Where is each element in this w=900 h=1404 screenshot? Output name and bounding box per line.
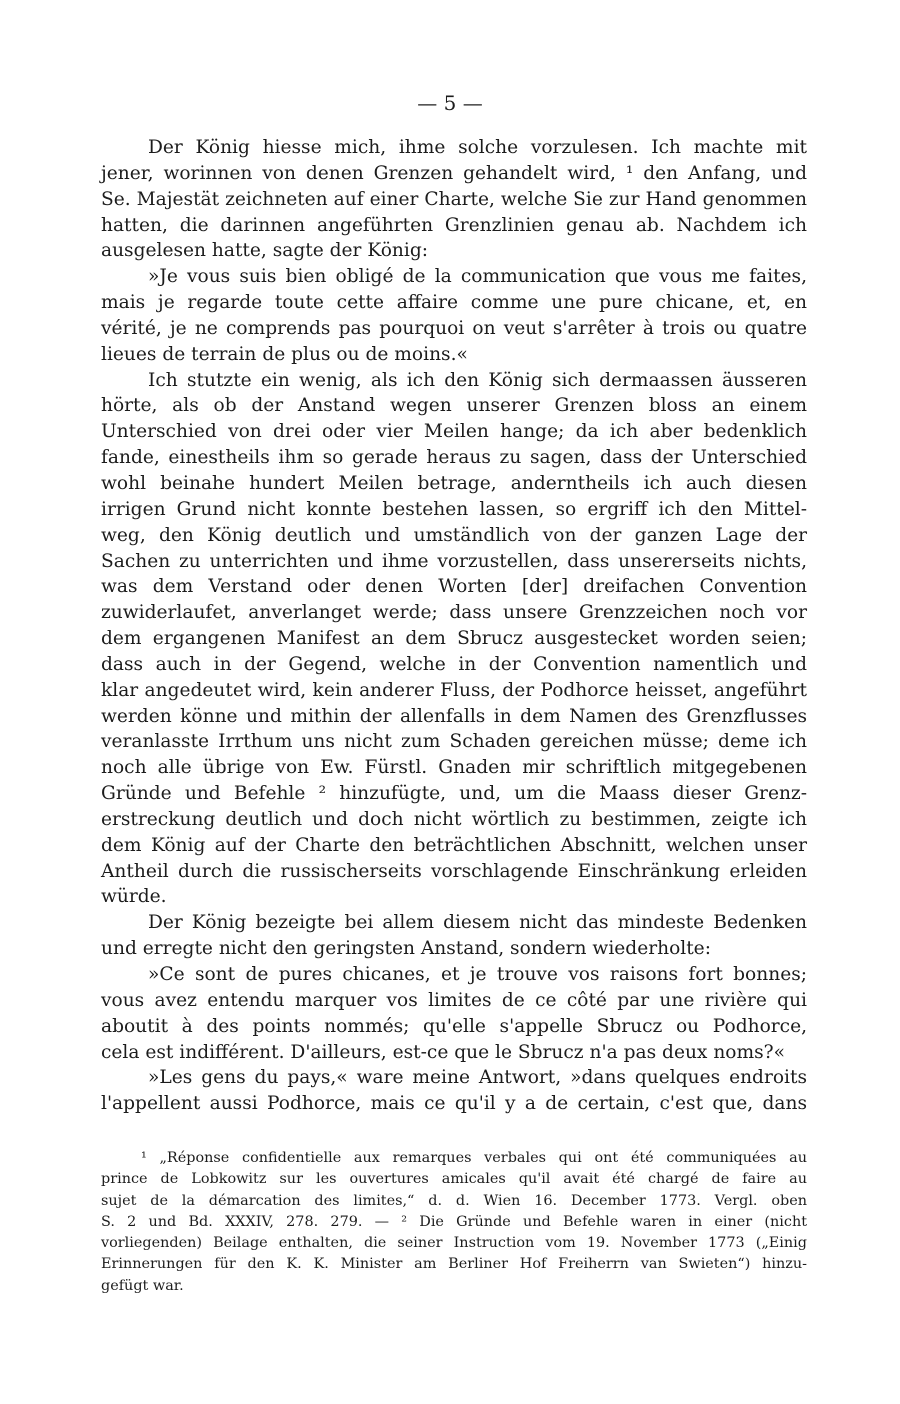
text-line: jener, worinnen von denen Grenzen gehandelt wird, ¹ den Anfang, und (101, 162, 807, 184)
text-line: l'appellent aussi Podhorce, mais ce qu'il y a de certain, c'est que, dans (101, 1093, 807, 1115)
text-line: erstreckung deutlich und doch nicht wörtlich zu bestimmen, zeigte ich (101, 808, 807, 830)
footnote-line: S. 2 und Bd. XXXIV, 278. 279. — ² Die Gründe und Befehle waren in einer (nicht (101, 1213, 807, 1230)
footnote-line: sujet de la démarcation des limites,“ d. d. Wien 16. December 1773. Vergl. oben (101, 1192, 807, 1209)
footnote-line: vorliegenden) Beilage enthalten, die seiner Instruction vom 19. November 1773 („Einig (101, 1235, 807, 1252)
text-line: irrigen Grund nicht konnte bestehen lassen, so ergriff ich den Mittel- (101, 498, 807, 520)
text-line: Unterschied von drei oder vier Meilen hange; da ich aber bedenklich (101, 421, 807, 443)
text-line: zuwiderlaufet, anverlanget werde; dass unsere Grenzzeichen noch vor (101, 602, 807, 624)
text-line: und erregte nicht den geringsten Anstand, sondern wiederholte: (101, 938, 711, 960)
text-line: Ich stutzte ein wenig, als ich den König sich dermaassen äusseren (148, 369, 807, 391)
footnote-line: gefügt war. (101, 1277, 184, 1294)
text-line: »Je vous suis bien obligé de la communication que vous me faites, (148, 266, 807, 288)
text-line: klar angedeutet wird, kein anderer Fluss, der Podhorce heisset, angeführt (101, 679, 807, 701)
footnote-line: ¹ „Réponse confidentielle aux remarques verbales qui ont été communiquées au (141, 1150, 807, 1166)
footnotes (101, 1148, 807, 1297)
footnote-line: Erinnerungen für den K. K. Minister am Berliner Hof Freiherrn van Swieten“) hinzu- (101, 1256, 807, 1273)
text-line: weg, den König deutlich und umständlich von der ganzen Lage der (101, 524, 807, 546)
text-line: Antheil durch die russischerseits vorschlagende Einschränkung erleiden (101, 860, 807, 882)
page-number: — 5 — (417, 91, 483, 115)
text-line: vérité, je ne comprends pas pourquoi on veut s'arrêter à trois ou quatre (101, 317, 807, 339)
text-line: »Les gens du pays,« ware meine Antwort, »dans quelques endroits (148, 1067, 807, 1089)
text-line: Der König hiesse mich, ihme solche vorzulesen. Ich machte mit (148, 137, 807, 158)
text-line: lieues de terrain de plus ou de moins.« (101, 343, 468, 365)
text-line: veranlasste Irrthum uns nicht zum Schaden gereichen müsse; deme ich (101, 731, 807, 753)
main-text (101, 135, 807, 1117)
text-line: »Ce sont de pures chicanes, et je trouve vos raisons fort bonnes; (148, 964, 807, 985)
text-line: Sachen zu unterrichten und ihme vorzustellen, dass unsererseits nichts, (101, 550, 807, 572)
text-line: vous avez entendu marquer vos limites de ce côté par une rivière qui (101, 989, 807, 1011)
text-line: fande, einestheils ihm so gerade heraus zu sagen, dass der Unterschied (101, 447, 807, 469)
footnote-line: prince de Lobkowitz sur les ouvertures amicales qu'il avait été chargé de faire au (101, 1171, 807, 1188)
text-line: cela est indifférent. D'ailleurs, est-ce que le Sbrucz n'a pas deux noms?« (101, 1041, 786, 1063)
text-line: würde. (101, 886, 167, 908)
text-line: dem ergangenen Manifest an dem Sbrucz ausgestecket worden seien; (101, 628, 807, 650)
text-line: hatten, die darinnen angeführten Grenzlinien genau ab. Nachdem ich (101, 214, 807, 236)
text-line: dass auch in der Gegend, welche in der Convention namentlich und (101, 653, 807, 675)
text-line: Se. Majestät zeichneten auf einer Charte, welche Sie zur Hand genommen (101, 188, 807, 210)
text-line: dem König auf der Charte den beträchtlichen Abschnitt, welchen unser (101, 834, 807, 856)
text-line: Gründe und Befehle ² hinzufügte, und, um die Maass dieser Grenz- (101, 783, 807, 805)
text-line: ausgelesen hatte, sagte der König: (101, 240, 429, 262)
text-line: aboutit à des points nommés; qu'elle s'appelle Sbrucz ou Podhorce, (101, 1015, 807, 1037)
text-line: werden könne und mithin der allenfalls in dem Namen des Grenzflusses (101, 705, 807, 727)
text-line: was dem Verstand oder denen Worten [der] dreifachen Convention (101, 576, 807, 598)
text-line: hörte, als ob der Anstand wegen unserer Grenzen bloss an einem (101, 395, 807, 417)
text-line: Der König bezeigte bei allem diesem nicht das mindeste Bedenken (148, 912, 807, 934)
text-line: wohl beinahe hundert Meilen betrage, anderntheils ich auch diesen (101, 472, 807, 494)
text-line: mais je regarde toute cette affaire comme une pure chicane, et, en (101, 292, 807, 314)
text-line: noch alle übrige von Ew. Fürstl. Gnaden mir schriftlich mitgegebenen (101, 757, 807, 779)
